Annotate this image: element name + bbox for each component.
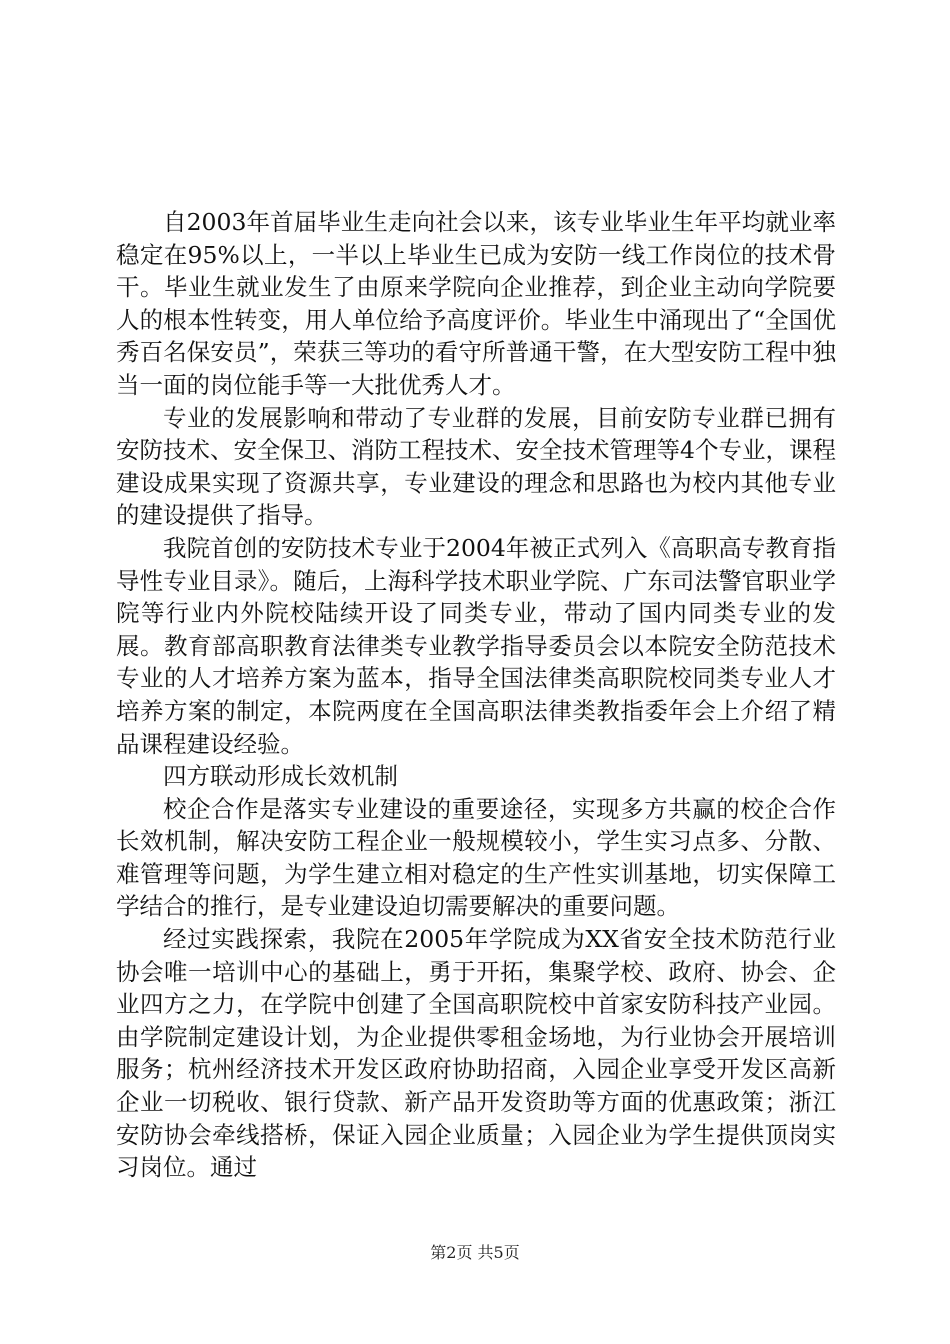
section-heading: 四方联动形成长效机制 — [163, 762, 398, 791]
paragraph-program-cluster: 专业的发展影响和带动了专业群的发展，目前安防专业群已拥有安防技术、安全保卫、消防工程技术、安全技术管理等4个专业，课程建设成果实现了资源共享，专业建设的理念和思路也为校内其他专业的建设提供了指导。 — [116, 403, 836, 530]
document-body — [116, 206, 836, 1184]
page-number-label: 第2页 共5页 — [430, 1243, 520, 1262]
paragraph-catalog-listing: 我院首创的安防技术专业于2004年被正式列入《高职高专教育指导性专业目录》。随后，上海科学技术职业学院、广东司法警官职业学院等行业内外院校陆续开设了同类专业，带动了国内同类专业的发展。教育部高职教育法律类专业教学指导委员会以本院安全防范技术专业的人才培养方案为蓝本，指导全国法律类高职院校同类专业人才培养方案的制定，本院两度在全国高职法律类教指委年会上介绍了精品课程建设经验。 — [116, 533, 836, 758]
paragraph-school-enterprise: 校企合作是落实专业建设的重要途径，实现多方共赢的校企合作长效机制，解决安防工程企业一般规模较小，学生实习点多、分散、难管理等问题，为学生建立相对稳定的生产性实训基地，切实保障工学结合的推行，是专业建设迫切需要解决的重要问题。 — [116, 794, 836, 921]
page-footer — [0, 1243, 950, 1263]
paragraph-employment: 自2003年首届毕业生走向社会以来，该专业毕业生年平均就业率稳定在95%以上，一半以上毕业生已成为安防一线工作岗位的技术骨干。毕业生就业发生了由原来学院向企业推荐，到企业主动向学院要人的根本性转变，用人单位给予高度评价。毕业生中涌现出了“全国优秀百名保安员”，荣获三等功的看守所普通干警，在大型安防工程中独当一面的岗位能手等一大批优秀人才。 — [116, 208, 836, 399]
paragraph-industrial-park: 经过实践探索，我院在2005年学院成为XX省安全技术防范行业协会唯一培训中心的基础上，勇于开拓，集聚学校、政府、协会、企业四方之力，在学院中创建了全国高职院校中首家安防科技产业园。由学院制定建设计划，为企业提供零租金场地，为行业协会开展培训服务；杭州经济技术开发区政府协助招商，入园企业享受开发区高新企业一切税收、银行贷款、新产品开发资助等方面的优惠政策；浙江安防协会牵线搭桥，保证入园企业质量；入园企业为学生提供顶岗实习岗位。通过 — [116, 925, 836, 1182]
